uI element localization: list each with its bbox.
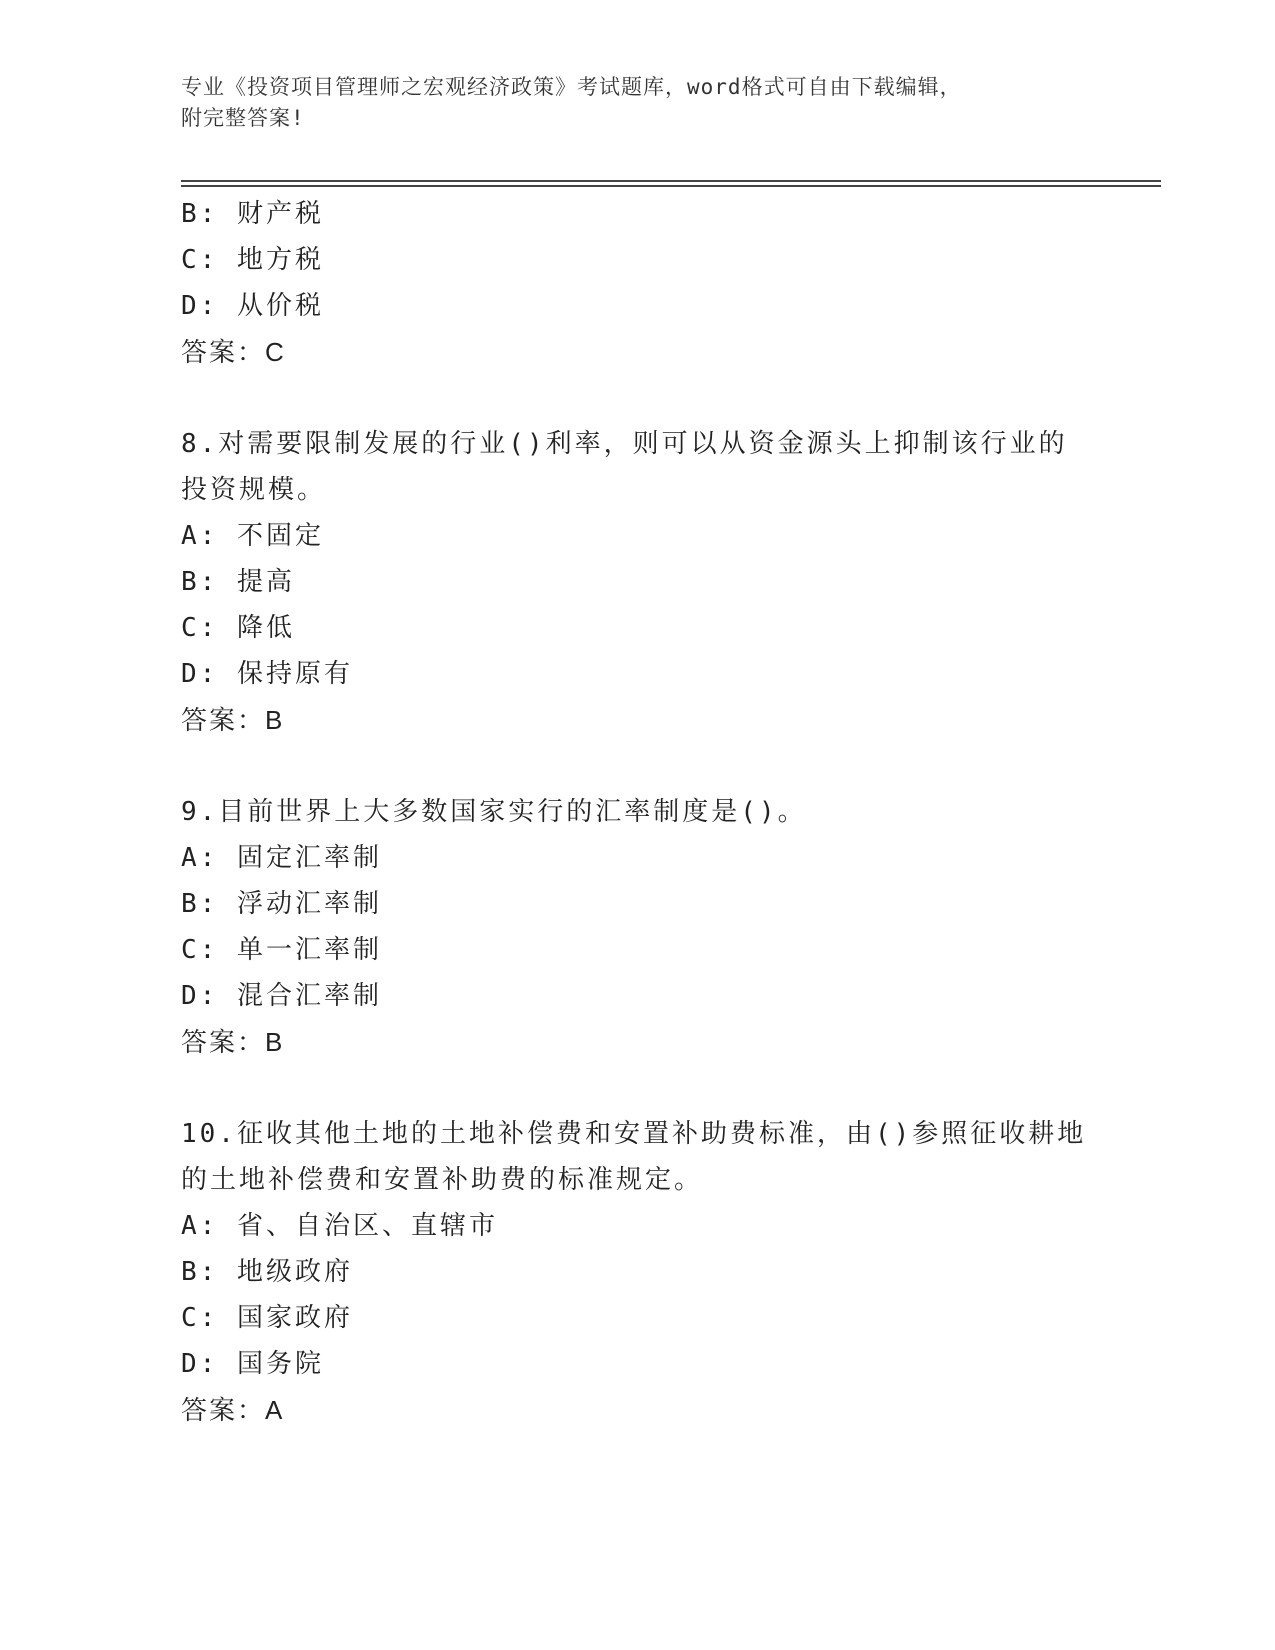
answer-line: 答案：C bbox=[181, 337, 286, 367]
spacer bbox=[181, 743, 1081, 789]
question-text-line-2: 的土地补偿费和安置补助费的标准规定。 bbox=[181, 1165, 704, 1195]
option-d: D: 国务院 bbox=[181, 1349, 324, 1379]
spacer bbox=[181, 1065, 1081, 1111]
header-divider-bottom bbox=[181, 185, 1161, 187]
option-c: C: 降低 bbox=[181, 613, 295, 643]
header-divider-top bbox=[181, 180, 1161, 182]
question-text-line-2: 投资规模。 bbox=[181, 475, 327, 505]
question-block-9 bbox=[181, 789, 1081, 1065]
option-b: B: 财产税 bbox=[181, 199, 324, 229]
option-a: A: 不固定 bbox=[181, 521, 324, 551]
option-d: D: 保持原有 bbox=[181, 659, 353, 689]
option-a: A: 省、自治区、直辖市 bbox=[181, 1211, 498, 1241]
option-d: D: 从价税 bbox=[181, 291, 324, 321]
option-d: D: 混合汇率制 bbox=[181, 981, 382, 1011]
option-c: C: 地方税 bbox=[181, 245, 324, 275]
answer-line: 答案：A bbox=[181, 1395, 285, 1425]
option-c: C: 国家政府 bbox=[181, 1303, 353, 1333]
question-block-10 bbox=[181, 1111, 1087, 1433]
option-b: B: 浮动汇率制 bbox=[181, 889, 382, 919]
option-b: B: 地级政府 bbox=[181, 1257, 353, 1287]
question-text-line-1: 8.对需要限制发展的行业()利率，则可以从资金源头上抑制该行业的 bbox=[181, 429, 1068, 459]
question-block-8 bbox=[181, 421, 1081, 743]
header-line-2: 附完整答案! bbox=[181, 106, 305, 130]
question-list bbox=[181, 191, 1087, 1433]
document-header bbox=[181, 72, 1061, 134]
question-text-line-1: 10.征收其他土地的土地补偿费和安置补助费标准，由()参照征收耕地 bbox=[181, 1119, 1087, 1149]
spacer bbox=[181, 375, 1081, 421]
option-b: B: 提高 bbox=[181, 567, 295, 597]
question-text-line-1: 9.目前世界上大多数国家实行的汇率制度是()。 bbox=[181, 797, 807, 827]
header-line-1: 专业《投资项目管理师之宏观经济政策》考试题库，word格式可自由下载编辑， bbox=[181, 75, 962, 99]
answer-line: 答案：B bbox=[181, 705, 285, 735]
option-a: A: 固定汇率制 bbox=[181, 843, 382, 873]
answer-line: 答案：B bbox=[181, 1027, 285, 1057]
option-c: C: 单一汇率制 bbox=[181, 935, 382, 965]
prev-question-block bbox=[181, 191, 1081, 375]
